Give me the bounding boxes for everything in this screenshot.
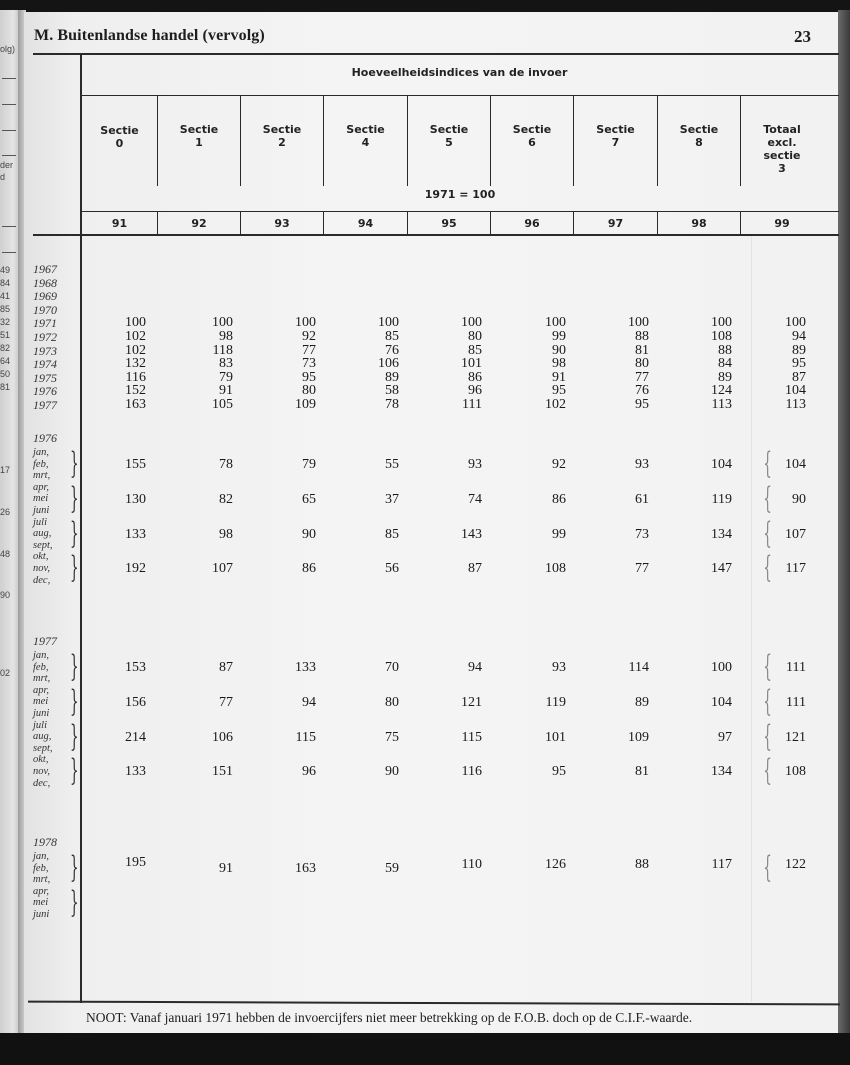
month-label: sept, (33, 742, 53, 754)
table-cell: 102 (125, 329, 146, 344)
table-cell: 107 (212, 561, 233, 577)
table-cell: 104 (711, 457, 732, 472)
table-cell: 93 (552, 660, 566, 675)
month-label: nov, (33, 563, 51, 574)
table-cell: 94 (792, 329, 806, 344)
table-cell: 134 (711, 764, 732, 780)
table-cell: 101 (545, 729, 566, 745)
month-label: apr, (33, 684, 50, 696)
month-label: mrt, (33, 673, 51, 685)
table-cell: 84 (718, 356, 732, 372)
year-label: 1972 (33, 330, 57, 344)
page-number: 23 (794, 27, 811, 46)
scan-top-edge (0, 0, 850, 12)
table-cell: 82 (219, 491, 233, 507)
table-cell: 100 (628, 315, 649, 331)
column-header-number: 7 (611, 136, 620, 149)
facing-page-fragment: olg) (0, 44, 16, 54)
total-quarter-brace-icon: } (763, 753, 772, 789)
table-cell: 104 (785, 457, 806, 472)
month-label: aug, (33, 528, 52, 540)
table-cell: 95 (302, 369, 316, 385)
stub-column-divider (80, 55, 82, 1003)
table-cell: 153 (125, 660, 146, 675)
table-cell: 93 (635, 457, 649, 472)
table-cell: 98 (219, 329, 233, 344)
facing-page-fragment: 90 (0, 590, 11, 600)
table-cell: 74 (468, 491, 482, 507)
table-cell: 109 (628, 729, 649, 745)
column-code: 91 (111, 217, 128, 230)
total-quarter-brace-icon: } (763, 515, 772, 551)
facing-page-rule (2, 78, 16, 79)
column-header-sectie-1 (158, 123, 240, 149)
table-cell: 111 (786, 660, 806, 675)
table-cell: 109 (295, 397, 316, 412)
quarter-brace-icon: } (70, 884, 79, 920)
table-cell: 102 (545, 397, 566, 412)
quarter-brace-icon: } (70, 515, 79, 551)
table-cell: 95 (552, 383, 566, 399)
table-cell: 65 (302, 491, 316, 507)
table-cell: 78 (219, 457, 233, 472)
table-cell: 119 (711, 491, 732, 507)
month-label: dec, (33, 777, 51, 789)
year-label: 1978 (33, 835, 57, 849)
table-cell: 88 (635, 329, 649, 344)
table-cell: 80 (385, 694, 399, 710)
table-cell: 192 (125, 561, 146, 577)
table-cell: 88 (718, 342, 732, 358)
header-rule (82, 95, 839, 96)
table-cell: 105 (212, 397, 233, 412)
column-code: 98 (691, 217, 707, 230)
facing-page-fragment: d (0, 172, 6, 182)
facing-page-rule (2, 226, 16, 227)
month-label: jan, (33, 851, 50, 862)
table-cell: 94 (302, 694, 316, 710)
month-label: apr, (33, 481, 50, 493)
table-cell: 73 (635, 526, 649, 542)
quarter-brace-icon: } (70, 649, 79, 684)
column-header-label: Sectie (596, 123, 635, 136)
column-code: 97 (607, 217, 624, 230)
table-cell: 81 (635, 342, 649, 358)
facing-page-fragment: 51 (0, 330, 11, 340)
column-code: 93 (274, 217, 290, 230)
table-cell: 59 (385, 861, 399, 876)
year-label: 1970 (33, 302, 57, 317)
facing-page-fragment: 17 (0, 465, 11, 475)
table-cell: 111 (786, 694, 806, 710)
facing-page-rule (2, 252, 16, 253)
month-label: aug, (33, 731, 52, 743)
year-label: 1976 (33, 431, 57, 445)
table-cell: 151 (212, 764, 233, 780)
table-cell: 115 (461, 729, 482, 745)
column-header-number: 4 (361, 136, 370, 149)
table-cell: 100 (545, 315, 566, 331)
column-header-label: Totaal (763, 123, 801, 136)
index-base-note: 1971 = 100 (424, 188, 496, 201)
month-label: sept, (33, 539, 53, 551)
month-label: mei (33, 897, 49, 909)
table-cell: 88 (635, 857, 649, 872)
table-cell: 93 (468, 457, 482, 472)
table-top-rule (33, 53, 839, 55)
facing-page-rule (2, 155, 16, 156)
table-cell: 77 (635, 369, 649, 385)
quarter-brace-icon: } (70, 550, 79, 586)
column-header-label: Sectie (346, 123, 385, 136)
scan-bottom-edge (0, 1033, 850, 1065)
document-page (24, 12, 838, 1034)
column-header-number: 2 (278, 136, 286, 149)
facing-page-fragment: 26 (0, 507, 11, 517)
facing-page-fragment: 50 (0, 369, 11, 379)
table-cell: 156 (125, 694, 146, 710)
month-label: apr, (33, 885, 50, 897)
year-label: 1968 (33, 275, 57, 290)
table-cell: 113 (711, 397, 732, 412)
month-label: juli (33, 719, 48, 731)
column-code: 95 (441, 217, 457, 230)
table-cell: 90 (792, 491, 806, 507)
table-cell: 100 (711, 660, 732, 675)
table-cell: 117 (711, 857, 732, 872)
table-cell: 111 (462, 397, 482, 412)
table-cell: 87 (219, 660, 233, 675)
table-cell: 195 (125, 855, 146, 870)
month-label: feb, (33, 862, 49, 874)
table-cell: 147 (711, 561, 732, 577)
footnote-label: NOOT: (86, 1010, 127, 1025)
table-cell: 133 (125, 526, 146, 542)
scan-right-edge (838, 10, 850, 1035)
table-cell: 86 (552, 491, 566, 507)
column-header-sectie-4 (324, 123, 407, 149)
table-cell: 108 (785, 764, 806, 780)
month-label: mei (33, 493, 49, 505)
column-header-number: 1 (195, 136, 203, 149)
table-cell: 121 (785, 729, 806, 745)
year-label: 1967 (33, 262, 57, 276)
table-cell: 80 (635, 356, 649, 372)
table-cell: 85 (385, 526, 399, 542)
table-cell: 97 (718, 729, 732, 745)
year-label: 1974 (33, 357, 57, 372)
column-header-number: 3 (778, 162, 786, 175)
table-cell: 116 (461, 764, 482, 780)
facing-page-fragment: der (0, 160, 14, 170)
table-cell: 78 (385, 397, 399, 412)
year-label: 1971 (33, 316, 57, 331)
footnote-text: Vanaf januari 1971 hebben de invoercijfers niet meer betrekking op de F.O.B. doch op de C.I.F.-waarde. (129, 1010, 693, 1025)
facing-page-fragment: 49 (0, 265, 11, 275)
total-quarter-brace-icon: } (763, 649, 772, 684)
table-cell: 95 (552, 764, 566, 780)
column-header-sectie-8 (658, 123, 740, 149)
table-cell: 114 (628, 660, 649, 675)
table-cell: 118 (212, 342, 233, 358)
total-quarter-brace-icon: } (763, 550, 772, 586)
year-label: 1969 (33, 289, 57, 304)
total-quarter-brace-icon: } (763, 718, 772, 754)
quarter-brace-icon: } (70, 718, 79, 754)
table-cell: 99 (552, 526, 566, 542)
column-header-number: 0 (115, 137, 124, 150)
year-label: 1977 (33, 634, 57, 648)
table-cell: 119 (545, 694, 566, 710)
table-cell: 106 (212, 729, 233, 745)
month-label: mei (33, 696, 49, 708)
year-label: 1975 (33, 370, 57, 385)
table-cell: 87 (792, 369, 806, 385)
table-cell: 99 (552, 329, 566, 344)
facing-page-fragment: 41 (0, 291, 11, 301)
month-label: juni (33, 909, 50, 920)
column-header-sub: excl. (767, 136, 797, 149)
table-main-header: Hoeveelheidsindices van de invoer (351, 66, 568, 79)
month-label: mrt, (33, 874, 51, 886)
table-cell: 87 (468, 561, 482, 577)
table-cell: 76 (385, 342, 399, 358)
column-header-sectie-6 (491, 123, 573, 149)
table-cell: 91 (219, 861, 233, 876)
table-cell: 95 (792, 356, 806, 372)
facing-page-fragment: 81 (0, 382, 11, 392)
table-cell: 100 (711, 315, 732, 331)
column-header-number: 6 (528, 136, 536, 149)
table-cell: 90 (552, 342, 566, 358)
table-cell: 106 (378, 356, 399, 372)
table-cell: 91 (219, 383, 233, 399)
table-cell: 92 (302, 329, 316, 344)
table-cell: 92 (552, 457, 566, 472)
table-cell: 101 (461, 356, 482, 372)
table-cell: 61 (635, 491, 649, 507)
table-cell: 85 (385, 329, 399, 344)
table-cell: 80 (302, 383, 316, 399)
column-header-sectie-7 (574, 123, 657, 149)
table-cell: 102 (125, 342, 146, 358)
table-cell: 117 (785, 561, 806, 577)
table-cell: 104 (785, 383, 806, 399)
column-header-label: Sectie (100, 124, 139, 137)
facing-page-fragment: 48 (0, 549, 11, 559)
table-cell: 110 (461, 857, 482, 872)
table-cell: 95 (635, 397, 649, 412)
table-cell: 77 (302, 342, 316, 358)
column-header-label: Sectie (179, 123, 219, 136)
table-cell: 37 (385, 491, 399, 507)
facing-page-fragment: 85 (0, 304, 11, 314)
column-header-sub: sectie (763, 149, 801, 162)
column-header-label: Sectie (512, 123, 552, 136)
facing-page-fragment: 64 (0, 356, 11, 366)
column-header-totaal (741, 123, 823, 175)
table-cell: 55 (385, 457, 399, 472)
table-cell: 96 (302, 764, 316, 780)
table-cell: 155 (125, 457, 146, 472)
table-cell: 86 (468, 369, 482, 385)
quarter-brace-icon: } (70, 480, 79, 516)
section-title: M. Buitenlandse handel (vervolg) (34, 27, 265, 44)
table-cell: 80 (468, 329, 482, 344)
year-label: 1973 (33, 343, 57, 358)
table-cell: 56 (385, 561, 399, 577)
facing-page-fragment: 84 (0, 278, 11, 288)
table-cell: 70 (385, 660, 399, 675)
table-cell: 89 (635, 694, 649, 710)
year-label: 1976 (33, 384, 57, 399)
table-cell: 96 (468, 383, 482, 399)
month-label: feb, (33, 458, 49, 470)
quarter-brace-icon: } (70, 753, 79, 789)
footnote (86, 1010, 692, 1026)
table-cell: 133 (295, 660, 316, 675)
table-cell: 75 (385, 729, 399, 745)
table-cell: 98 (219, 526, 233, 542)
show-through-rule (751, 236, 752, 1002)
table-cell: 77 (635, 561, 649, 577)
table-cell: 94 (468, 660, 482, 675)
table-cell: 86 (302, 561, 316, 577)
facing-page-fragment: 02 (0, 668, 11, 678)
month-label: juni (33, 708, 50, 719)
column-header-sectie-0 (82, 124, 157, 150)
table-cell: 133 (125, 764, 146, 780)
table-cell: 130 (125, 491, 146, 507)
table-cell: 100 (785, 315, 806, 331)
table-cell: 124 (711, 383, 732, 399)
table-cell: 143 (461, 526, 482, 542)
table-cell: 85 (468, 342, 482, 358)
table-cell: 73 (302, 356, 316, 372)
table-cell: 98 (552, 356, 566, 372)
table-cell: 116 (125, 369, 146, 385)
table-cell: 89 (718, 369, 732, 385)
facing-page-fragment: 32 (0, 317, 11, 327)
table-cell: 115 (295, 729, 316, 745)
table-cell: 100 (212, 315, 233, 331)
column-code: 92 (191, 217, 207, 230)
table-cell: 108 (711, 329, 732, 344)
column-code: 96 (524, 217, 540, 230)
column-header-label: Sectie (429, 123, 469, 136)
table-cell: 108 (545, 561, 566, 577)
table-cell: 100 (125, 315, 146, 331)
table-cell: 163 (125, 397, 146, 412)
month-label: juli (33, 516, 48, 528)
total-quarter-brace-icon: } (763, 850, 772, 885)
facing-page-fragment: 82 (0, 343, 11, 353)
column-header-sectie-2 (241, 123, 323, 149)
total-quarter-brace-icon: } (763, 480, 772, 516)
table-cell: 163 (295, 861, 316, 876)
column-header-label: Sectie (262, 123, 302, 136)
table-cell: 58 (385, 383, 399, 399)
table-cell: 89 (792, 342, 806, 358)
month-label: jan, (33, 650, 50, 661)
table-cell: 89 (385, 369, 399, 385)
month-label: jan, (33, 447, 50, 458)
facing-page-rule (2, 104, 16, 105)
table-cell: 214 (125, 729, 146, 745)
month-label: feb, (33, 661, 49, 673)
table-cell: 104 (711, 694, 732, 710)
table-cell: 83 (219, 356, 233, 372)
column-header-label: Sectie (679, 123, 719, 136)
table-cell: 126 (545, 857, 566, 872)
table-cell: 134 (711, 526, 732, 542)
month-label: nov, (33, 766, 51, 777)
header-rule (82, 211, 839, 212)
quarter-brace-icon: } (70, 850, 79, 885)
table-cell: 121 (461, 694, 482, 710)
month-label: dec, (33, 574, 51, 586)
table-cell: 122 (785, 857, 806, 872)
month-label: okt, (33, 551, 49, 563)
table-cell: 113 (785, 397, 806, 412)
table-cell: 77 (219, 694, 233, 710)
column-header-number: 8 (695, 136, 703, 149)
table-cell: 81 (635, 764, 649, 780)
total-quarter-brace-icon: } (763, 446, 772, 481)
table-cell: 90 (385, 764, 399, 780)
table-cell: 79 (219, 369, 233, 385)
quarter-brace-icon: } (70, 683, 79, 719)
total-quarter-brace-icon: } (763, 683, 772, 719)
column-header-number: 5 (445, 136, 453, 149)
table-cell: 100 (378, 315, 399, 331)
table-cell: 132 (125, 356, 146, 372)
year-label: 1977 (33, 398, 57, 412)
table-cell: 91 (552, 369, 566, 385)
month-label: mrt, (33, 470, 51, 482)
month-label: okt, (33, 754, 49, 766)
column-code: 99 (774, 217, 790, 230)
column-code: 94 (357, 217, 374, 230)
table-cell: 107 (785, 526, 806, 542)
table-cell: 100 (461, 315, 482, 331)
month-label: juni (33, 505, 50, 516)
table-cell: 152 (125, 383, 146, 399)
column-header-sectie-5 (408, 123, 490, 149)
table-cell: 76 (635, 383, 649, 399)
table-cell: 79 (302, 457, 316, 472)
quarter-brace-icon: } (70, 446, 79, 481)
table-cell: 90 (302, 526, 316, 542)
header-bottom-rule (33, 234, 839, 236)
table-cell: 100 (295, 315, 316, 331)
facing-page-rule (2, 130, 16, 131)
